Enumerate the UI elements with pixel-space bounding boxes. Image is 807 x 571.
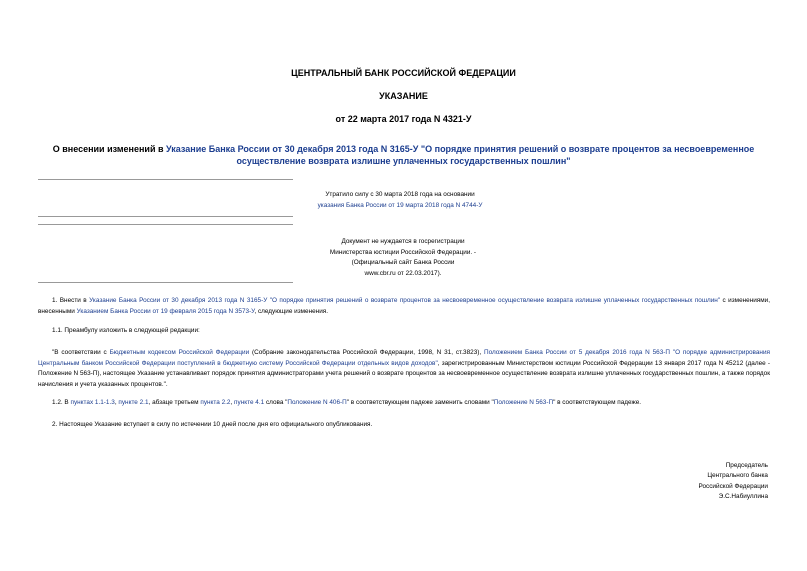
registration-line: (Официальный сайт Банка России xyxy=(351,259,455,267)
status-note xyxy=(280,190,520,211)
document-title xyxy=(40,143,767,167)
link-budget-code[interactable]: Бюджетным кодексом Российской Федерации xyxy=(109,349,250,356)
text: " в соответствующем падеже. xyxy=(553,399,642,406)
signature-line: Российской Федерации xyxy=(698,482,768,490)
paragraph-1 xyxy=(38,296,770,317)
signature-line: Центрального банка xyxy=(707,472,768,480)
status-link[interactable]: указания Банка России от 19 марта 2018 года N 4744-У xyxy=(317,201,483,209)
separator-rule xyxy=(38,216,293,217)
text: , xyxy=(114,399,119,406)
signatory-name: Э.С.Набиуллина xyxy=(718,493,768,501)
link-decree-3573[interactable]: Указанием Банка России от 19 февраля 2015 года N 3573-У xyxy=(76,307,255,315)
link-item-2-2[interactable]: пункта 2.2 xyxy=(200,399,231,406)
text: слова " xyxy=(264,399,288,406)
link-item-2-1[interactable]: пункте 2.1 xyxy=(118,399,149,406)
link-items-1-1-1-3[interactable]: пунктах 1.1-1.3 xyxy=(70,399,115,406)
text: с изменениями, внесенными xyxy=(38,297,771,315)
text: (Собрание законодательства Российской Федерации, 1998, N 31, ст.3823), xyxy=(249,349,484,356)
link-regulation-406[interactable]: Положение N 406-П xyxy=(287,399,347,406)
paragraph-quote xyxy=(38,348,770,390)
registration-line: Документ не нуждается в госрегистрации xyxy=(341,238,465,245)
paragraph-1-2 xyxy=(38,398,770,409)
paragraph-2: 2. Настоящее Указание вступает в силу по истечении 10 дней после дня его официального опубликования. xyxy=(52,421,373,428)
signature-block xyxy=(620,461,768,503)
status-line: Утратило силу с 30 марта 2018 года на основании xyxy=(325,191,475,198)
text: , абзаце третьем xyxy=(148,399,201,406)
registration-line: www.cbr.ru от 22.03.2017). xyxy=(364,269,442,277)
bank-name: ЦЕНТРАЛЬНЫЙ БАНК РОССИЙСКОЙ ФЕДЕРАЦИИ xyxy=(291,68,516,78)
document-date: от 22 марта 2017 года N 4321-У xyxy=(335,114,472,124)
paragraph-1-1: 1.1. Преамбулу изложить в следующей редакции: xyxy=(52,327,200,334)
text: 1. Внести в xyxy=(52,297,90,304)
text: , xyxy=(230,399,235,406)
text: , следующие изменения. xyxy=(254,307,329,315)
signature-line: Председатель xyxy=(725,462,768,469)
separator-rule xyxy=(38,224,293,225)
title-prefix: О внесении изменений в xyxy=(52,144,167,154)
registration-line: Министерства юстиции Российской Федерации. - xyxy=(329,248,477,256)
text: " в соответствующем падеже заменить словами " xyxy=(346,399,494,406)
link-regulation-563-short[interactable]: Положение N 563-П xyxy=(493,399,554,406)
registration-note xyxy=(300,237,506,279)
link-decree-3165[interactable]: Указание Банка России от 30 декабря 2013 года N 3165-У "О порядке принятия решений о возврате процентов за несвоевременное осуществление возврата излишне уплаченных государственных пошлин" xyxy=(89,297,721,304)
text: 1.2. В xyxy=(52,399,71,406)
text: , зарегистрированным Министерством юстиции Российской Федерации 13 января 2017 года N 45212 (далее - Положение N 563-П), настоящее Указание устанавливает порядок принятия администраторами учета решений о возврате процентов за несвоевременное осуществление возврата излишне уплаченных государственных пошлин, а также порядок начисления и учета указанных процентов.". xyxy=(38,359,770,388)
link-item-4-1[interactable]: пункте 4.1 xyxy=(234,399,265,406)
document-type: УКАЗАНИЕ xyxy=(379,91,428,101)
separator-rule xyxy=(38,179,293,180)
separator-rule xyxy=(38,282,293,283)
text: "В соответствии с xyxy=(52,349,110,356)
title-link[interactable]: Указание Банка России от 30 декабря 2013 года N 3165-У "О порядке принятия решений о возврате процентов за несвоевременное осуществление возврата излишне уплаченных государственных пошлин" xyxy=(166,144,755,166)
link-regulation-563[interactable]: Положением Банка России от 5 декабря 2016 года N 563-П "О порядке администрирования Центральным банком Российской Федерации поступлений в бюджетную систему Российской Федерации отдельных видов доходов" xyxy=(38,349,770,367)
